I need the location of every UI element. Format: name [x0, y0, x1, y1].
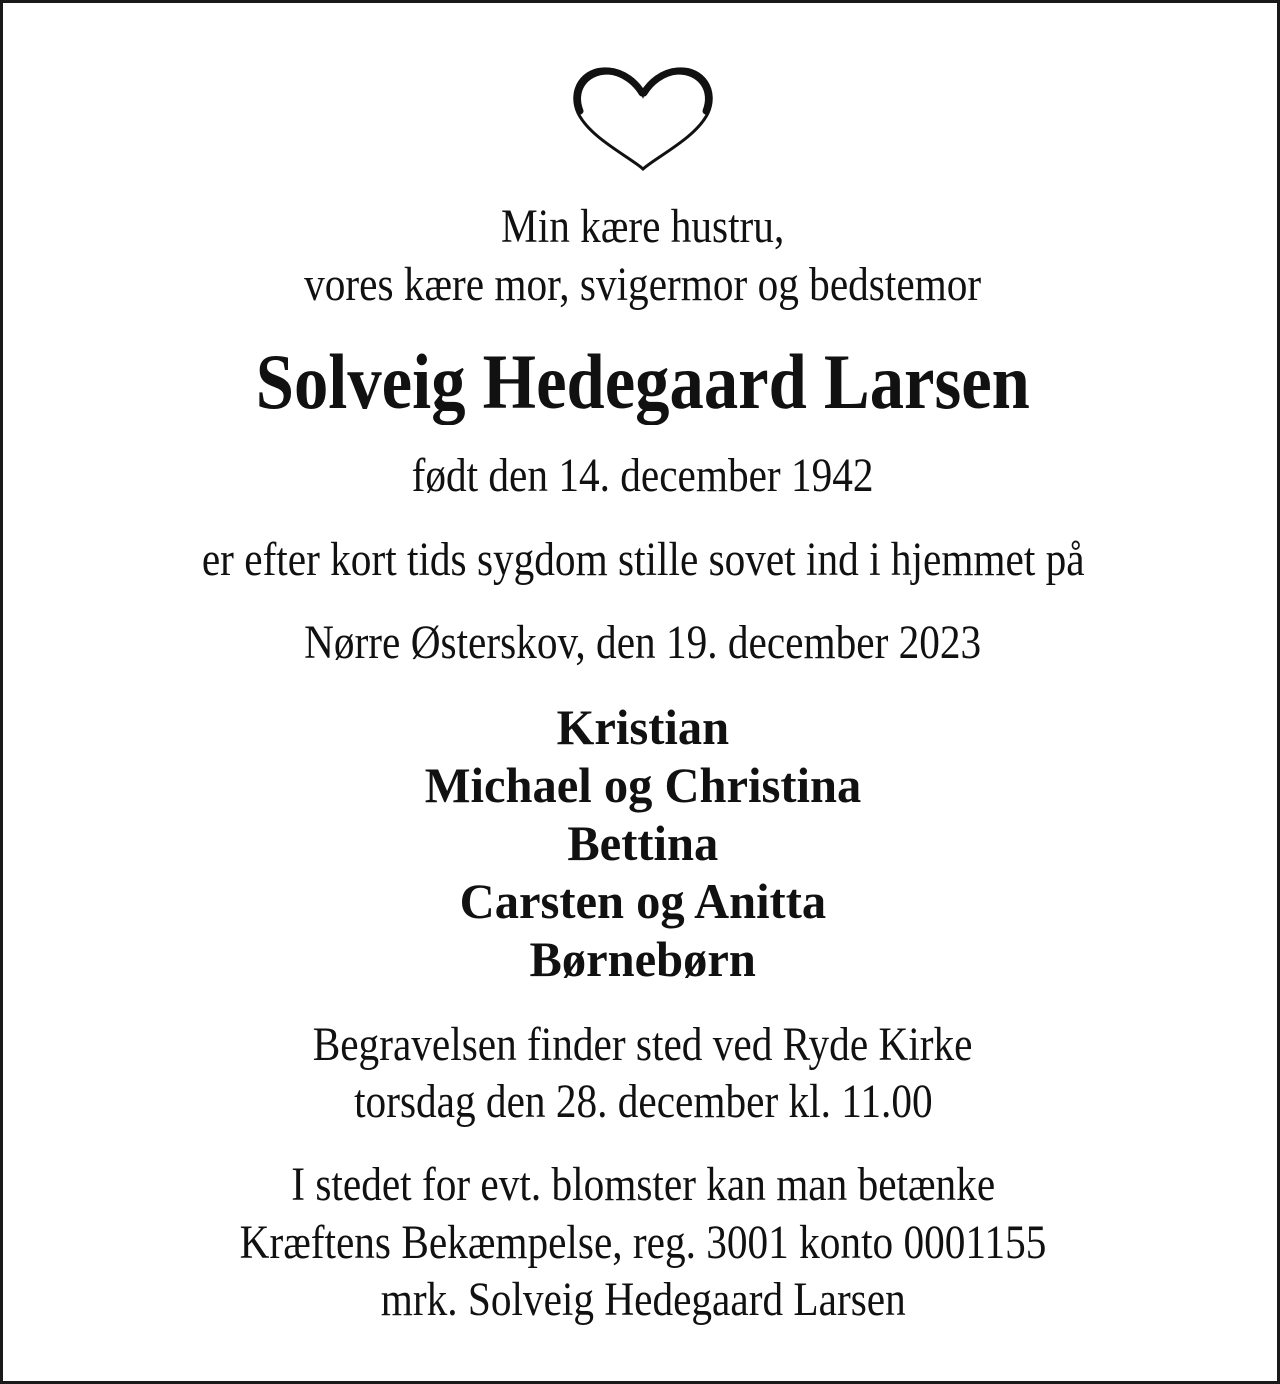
birth-text: født den 14. december 1942	[412, 449, 874, 502]
family-member	[3, 873, 1280, 929]
name-text: Solveig Hedegaard Larsen	[255, 338, 1031, 425]
deceased-name	[3, 338, 1280, 425]
family-member	[3, 931, 1280, 987]
donation-line-3	[3, 1273, 1280, 1326]
donation-text: I stedet for evt. blomster kan man betænke	[291, 1158, 995, 1211]
donation-line-2	[3, 1216, 1280, 1269]
heart-icon	[570, 63, 716, 173]
funeral-time: torsdag den 28. december kl. 11.00	[353, 1075, 933, 1128]
family-member	[3, 699, 1280, 755]
donation-account: Kræftens Bekæmpelse, reg. 3001 konto 0001155	[239, 1216, 1047, 1269]
funeral-line-2	[3, 1075, 1280, 1128]
death-text: er efter kort tids sygdom stille sovet ind i hjemmet på	[201, 533, 1085, 586]
family-name: Kristian	[556, 699, 730, 755]
donation-mark: mrk. Solveig Hedegaard Larsen	[380, 1273, 906, 1326]
family-name: Børnebørn	[529, 931, 757, 987]
intro-line-2	[3, 258, 1280, 311]
death-line-1	[3, 533, 1280, 586]
family-name: Michael og Christina	[424, 757, 862, 813]
family-name: Carsten og Anitta	[459, 873, 827, 929]
funeral-line-1	[3, 1018, 1280, 1071]
death-place-date: Nørre Østerskov, den 19. december 2023	[304, 616, 982, 669]
donation-line-1	[3, 1158, 1280, 1211]
death-line-2	[3, 616, 1280, 669]
birth-date	[3, 449, 1280, 502]
family-name: Bettina	[567, 815, 719, 871]
intro-text: vores kære mor, svigermor og bedstemor	[304, 258, 982, 311]
intro-line-1	[3, 200, 1280, 253]
family-member	[3, 757, 1280, 813]
funeral-text: Begravelsen finder sted ved Ryde Kirke	[313, 1018, 973, 1071]
family-member	[3, 815, 1280, 871]
intro-text: Min kære hustru,	[501, 200, 785, 253]
